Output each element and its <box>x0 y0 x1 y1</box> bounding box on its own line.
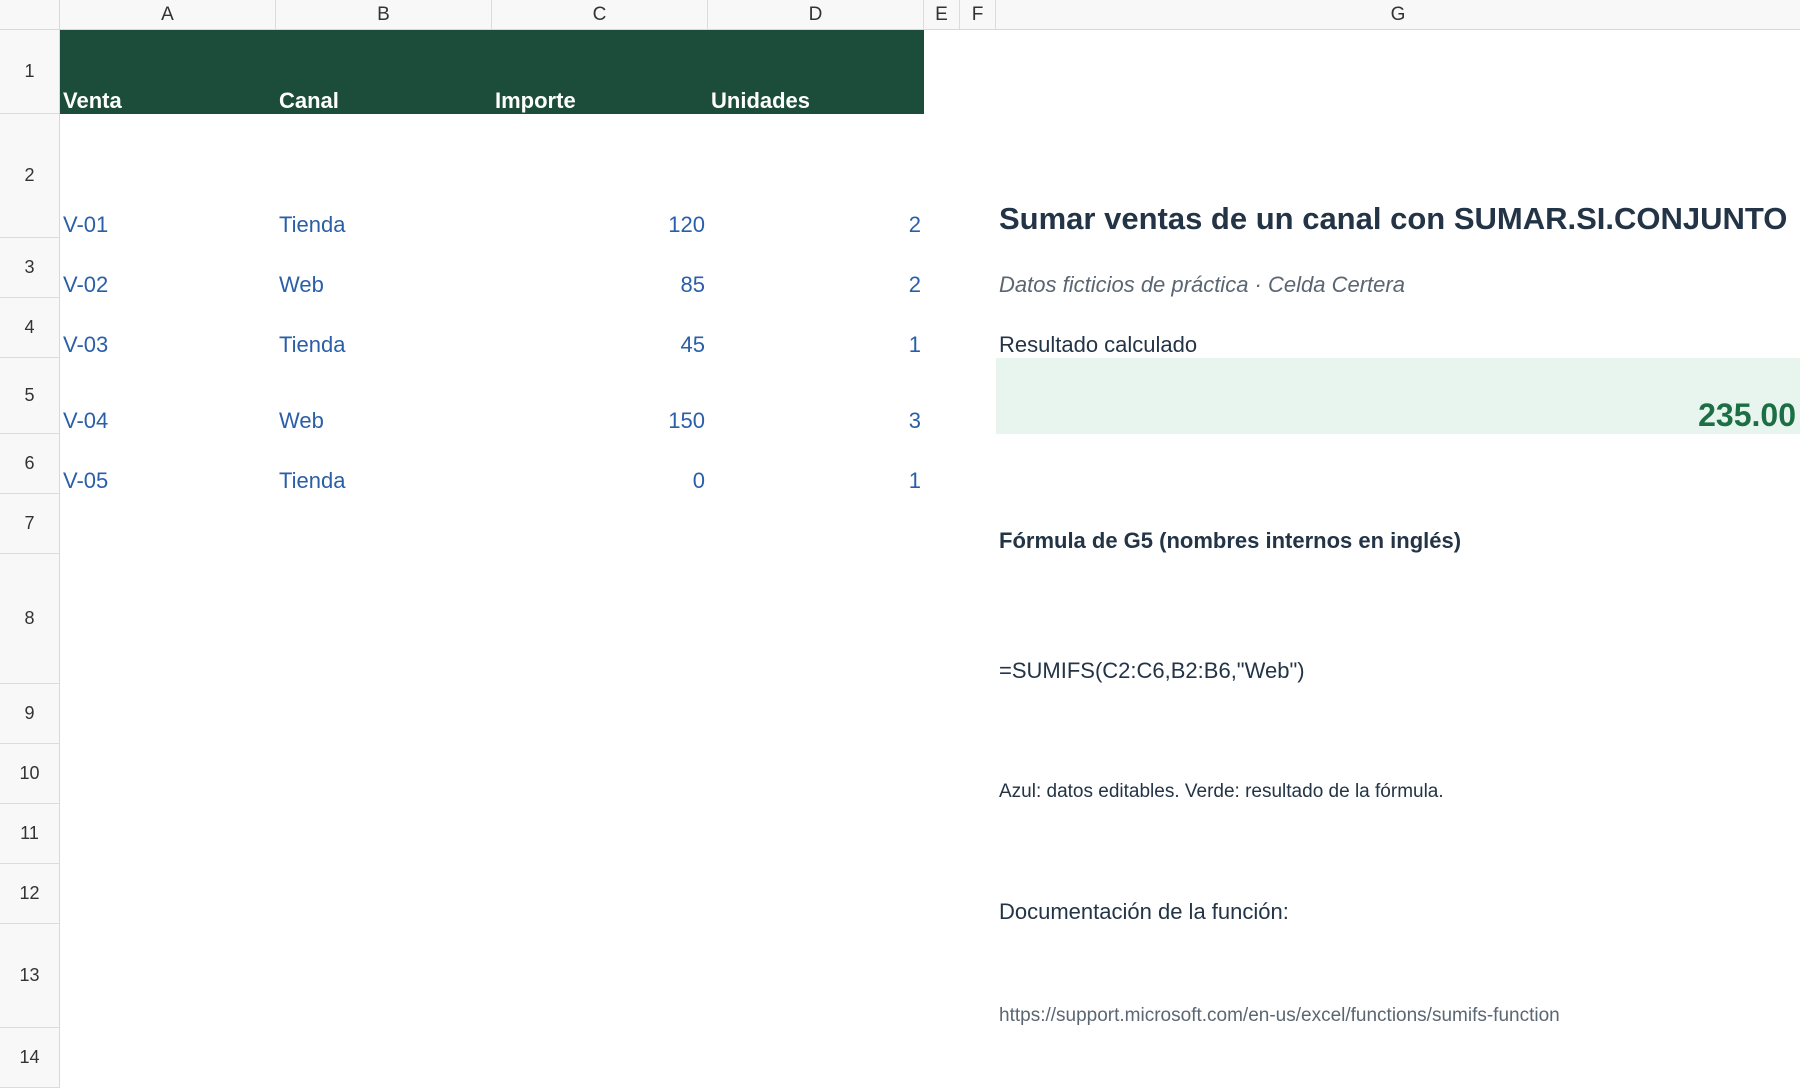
cell-a4[interactable]: V-03 <box>63 332 109 357</box>
row-header-14[interactable]: 14 <box>0 1028 60 1088</box>
cell-d2[interactable]: 2 <box>908 212 921 237</box>
cell-c5[interactable]: 150 <box>668 408 705 433</box>
column-header-d[interactable]: D <box>708 0 924 30</box>
cell-d3[interactable]: 2 <box>908 272 921 297</box>
row-header-6[interactable]: 6 <box>0 434 60 494</box>
cell-d5[interactable]: 3 <box>908 408 921 433</box>
row-header-8[interactable]: 8 <box>0 554 60 684</box>
row-header-13[interactable]: 13 <box>0 924 60 1028</box>
cell-d6[interactable]: 1 <box>908 468 921 493</box>
column-header-c[interactable]: C <box>492 0 708 30</box>
cell-c4[interactable]: 45 <box>680 332 705 357</box>
panel-subtitle[interactable]: Datos ficticios de práctica · Celda Certera <box>999 272 1405 297</box>
cell-b5[interactable]: Web <box>279 408 324 433</box>
header-cell-venta[interactable]: Venta <box>63 88 122 113</box>
panel-title[interactable]: Sumar ventas de un canal con SUMAR.SI.CONJUNTO <box>999 201 1788 236</box>
docs-label[interactable]: Documentación de la función: <box>999 899 1289 924</box>
column-header-e[interactable]: E <box>924 0 960 30</box>
cell-c2[interactable]: 120 <box>668 212 705 237</box>
legend-note[interactable]: Azul: datos editables. Verde: resultado de la fórmula. <box>999 781 1444 802</box>
result-value: 235.00 <box>1698 397 1796 433</box>
cell-c3[interactable]: 85 <box>680 272 705 297</box>
row-header-4[interactable]: 4 <box>0 298 60 358</box>
header-cell-unidades[interactable]: Unidades <box>711 88 811 113</box>
cell-a2[interactable]: V-01 <box>63 212 109 237</box>
column-header-f[interactable]: F <box>960 0 996 30</box>
row-header-10[interactable]: 10 <box>0 744 60 804</box>
row-header-3[interactable]: 3 <box>0 238 60 298</box>
cell-d4[interactable]: 1 <box>908 332 921 357</box>
header-cell-importe[interactable]: Importe <box>495 88 576 113</box>
cell-b2[interactable]: Tienda <box>279 212 346 237</box>
cell-c6[interactable]: 0 <box>692 468 705 493</box>
row-header-7[interactable]: 7 <box>0 494 60 554</box>
row-header-11[interactable]: 11 <box>0 804 60 864</box>
cell-b4[interactable]: Tienda <box>279 332 346 357</box>
row-header-5[interactable]: 5 <box>0 358 60 434</box>
cell-a5[interactable]: V-04 <box>63 408 109 433</box>
cell-a3[interactable]: V-02 <box>63 272 109 297</box>
header-cell-canal[interactable]: Canal <box>279 88 339 113</box>
column-header-b[interactable]: B <box>276 0 492 30</box>
formula-text[interactable]: =SUMIFS(C2:C6,B2:B6,"Web") <box>999 658 1305 683</box>
result-label[interactable]: Resultado calculado <box>999 332 1198 357</box>
row-header-9[interactable]: 9 <box>0 684 60 744</box>
cell-a6[interactable]: V-05 <box>63 468 109 493</box>
column-header-a[interactable]: A <box>60 0 276 30</box>
formula-label[interactable]: Fórmula de G5 (nombres internos en inglés) <box>999 528 1462 553</box>
docs-link[interactable]: https://support.microsoft.com/en-us/excel/functions/sumifs-function <box>999 1005 1560 1026</box>
column-header-g[interactable]: G <box>996 0 1800 30</box>
row-header-2[interactable]: 2 <box>0 114 60 238</box>
cell-b3[interactable]: Web <box>279 272 324 297</box>
cell-b6[interactable]: Tienda <box>279 468 346 493</box>
select-all-corner[interactable] <box>0 0 60 30</box>
row-header-12[interactable]: 12 <box>0 864 60 924</box>
row-header-1[interactable]: 1 <box>0 30 60 114</box>
